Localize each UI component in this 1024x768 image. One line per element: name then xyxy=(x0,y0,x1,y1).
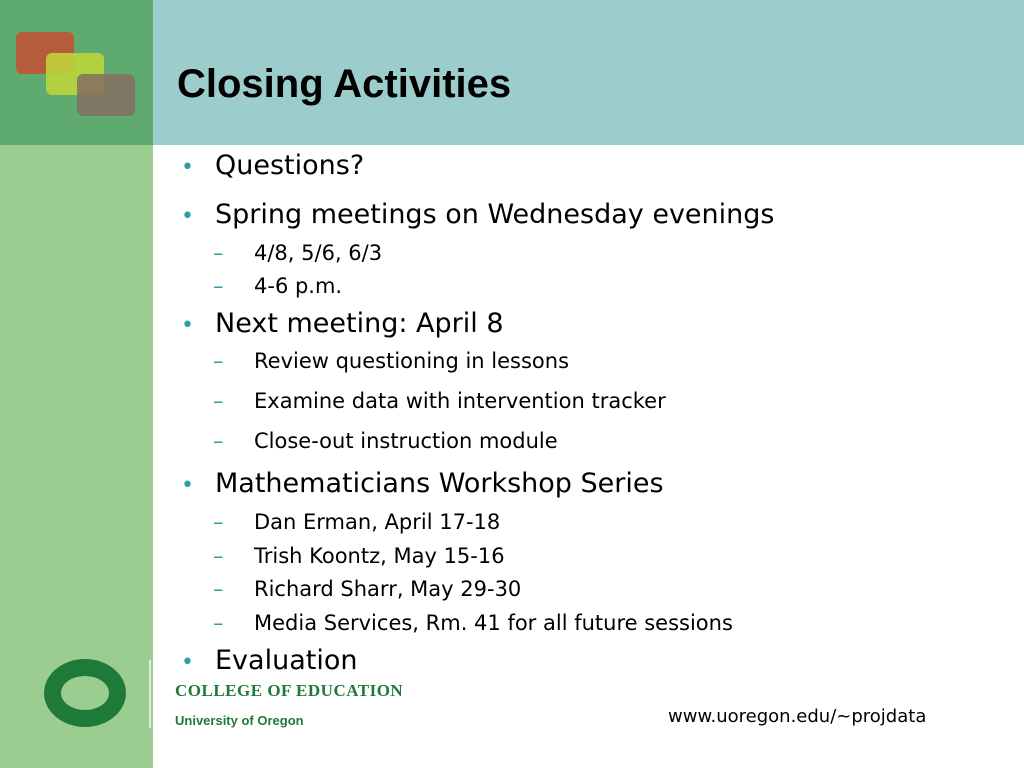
bullet-marker: • xyxy=(181,204,194,229)
sub-item xyxy=(213,575,521,603)
sub-item xyxy=(213,609,733,637)
bullet-text: Next meeting: April 8 xyxy=(215,308,504,339)
bullet-item xyxy=(181,198,774,234)
sub-item xyxy=(213,239,382,267)
bullet-marker: • xyxy=(181,473,194,498)
bullet-text: Evaluation xyxy=(215,645,358,676)
dash-marker: – xyxy=(213,389,224,413)
bullet-text: Questions? xyxy=(215,150,365,181)
dash-marker: – xyxy=(213,241,224,265)
bullet-item xyxy=(181,149,364,185)
sub-item xyxy=(213,387,666,415)
university-o-logo-icon xyxy=(44,659,126,727)
sub-item-text: Richard Sharr, May 29-30 xyxy=(254,577,522,601)
dash-marker: – xyxy=(213,349,224,373)
bullet-item xyxy=(181,467,664,503)
bullet-item xyxy=(181,307,504,343)
sub-item-text: Close-out instruction module xyxy=(254,429,558,453)
logo-college-text: COLLEGE OF EDUCATION xyxy=(175,681,404,700)
bullet-marker: • xyxy=(181,313,194,338)
sub-item xyxy=(213,427,558,455)
sub-item xyxy=(213,508,500,536)
sub-item xyxy=(213,272,342,300)
dash-marker: – xyxy=(213,429,224,453)
bullet-marker: • xyxy=(181,155,194,180)
slide-title: Closing Activities xyxy=(177,62,512,106)
bullet-text: Mathematicians Workshop Series xyxy=(215,468,664,499)
dash-marker: – xyxy=(213,544,224,568)
sub-item-text: Trish Koontz, May 15-16 xyxy=(254,544,505,568)
sub-item-text: Dan Erman, April 17-18 xyxy=(254,510,501,534)
sub-item-text: Examine data with intervention tracker xyxy=(254,389,666,413)
logo-university-text: University of Oregon xyxy=(175,713,304,728)
bullet-text: Spring meetings on Wednesday evenings xyxy=(215,199,775,230)
sub-item xyxy=(213,347,569,375)
dash-marker: – xyxy=(213,577,224,601)
sub-item-text: 4-6 p.m. xyxy=(254,274,343,298)
dash-marker: – xyxy=(213,510,224,534)
dash-marker: – xyxy=(213,274,224,298)
sub-item-text: Review questioning in lessons xyxy=(254,349,570,373)
footer-url: www.uoregon.edu/~projdata xyxy=(668,706,927,727)
decorative-square-gray xyxy=(77,74,135,116)
sub-item xyxy=(213,542,505,570)
sub-item-text: Media Services, Rm. 41 for all future sessions xyxy=(254,611,733,635)
bullet-marker: • xyxy=(181,650,194,675)
dash-marker: – xyxy=(213,611,224,635)
sub-item-text: 4/8, 5/6, 6/3 xyxy=(254,241,383,265)
bullet-item xyxy=(181,644,357,680)
logo-divider xyxy=(149,660,151,728)
slide-content xyxy=(153,145,1024,768)
